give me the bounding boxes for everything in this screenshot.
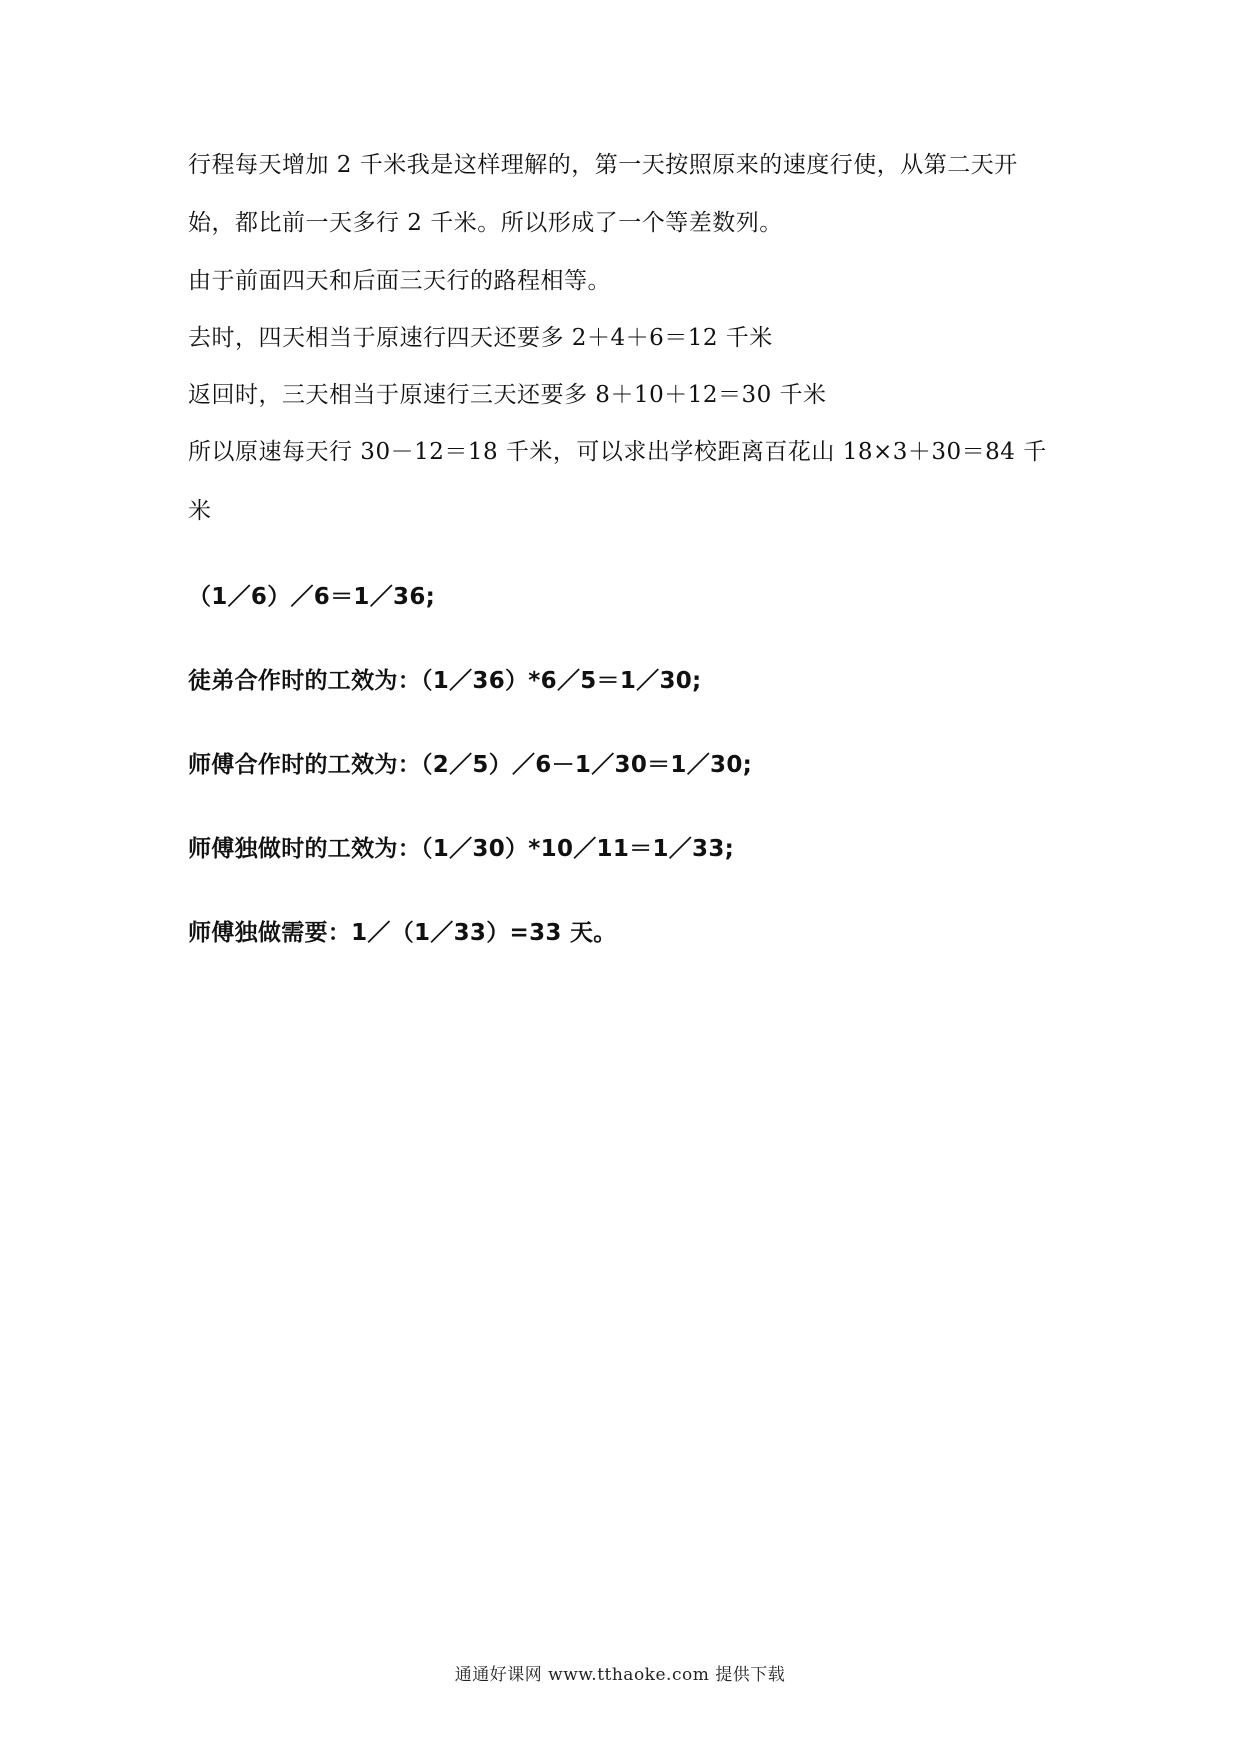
paragraph-line-6: 所以原速每天行 30－12＝18 千米，可以求出学校距离百花山 18×3＋30＝84 千	[188, 439, 1047, 465]
solution-line-3: 师傅合作时的工效为：（2／5）／6－1／30＝1／30;	[188, 752, 753, 778]
solution-line-2: 徒弟合作时的工效为：（1／36）*6／5＝1／30;	[188, 668, 702, 694]
paragraph-line-1: 行程每天增加 2 千米我是这样理解的，第一天按照原来的速度行使，从第二天开	[188, 152, 1018, 178]
paragraph-line-3: 由于前面四天和后面三天行的路程相等。	[188, 268, 611, 294]
solution-line-4: 师傅独做时的工效为：（1／30）*10／11＝1／33;	[188, 836, 735, 862]
paragraph-line-2: 始，都比前一天多行 2 千米。所以形成了一个等差数列。	[188, 210, 783, 236]
paragraph-line-7: 米	[188, 498, 212, 524]
solution-line-1: （1／6）／6＝1／36;	[188, 584, 436, 610]
paragraph-line-4: 去时，四天相当于原速行四天还要多 2＋4＋6＝12 千米	[188, 325, 773, 351]
page-footer: 通通好课网 www.tthaoke.com 提供下载	[454, 1665, 786, 1685]
solution-line-5: 师傅独做需要：1／（1／33）=33 天。	[188, 920, 617, 946]
paragraph-line-5: 返回时，三天相当于原速行三天还要多 8＋10＋12＝30 千米	[188, 382, 827, 408]
